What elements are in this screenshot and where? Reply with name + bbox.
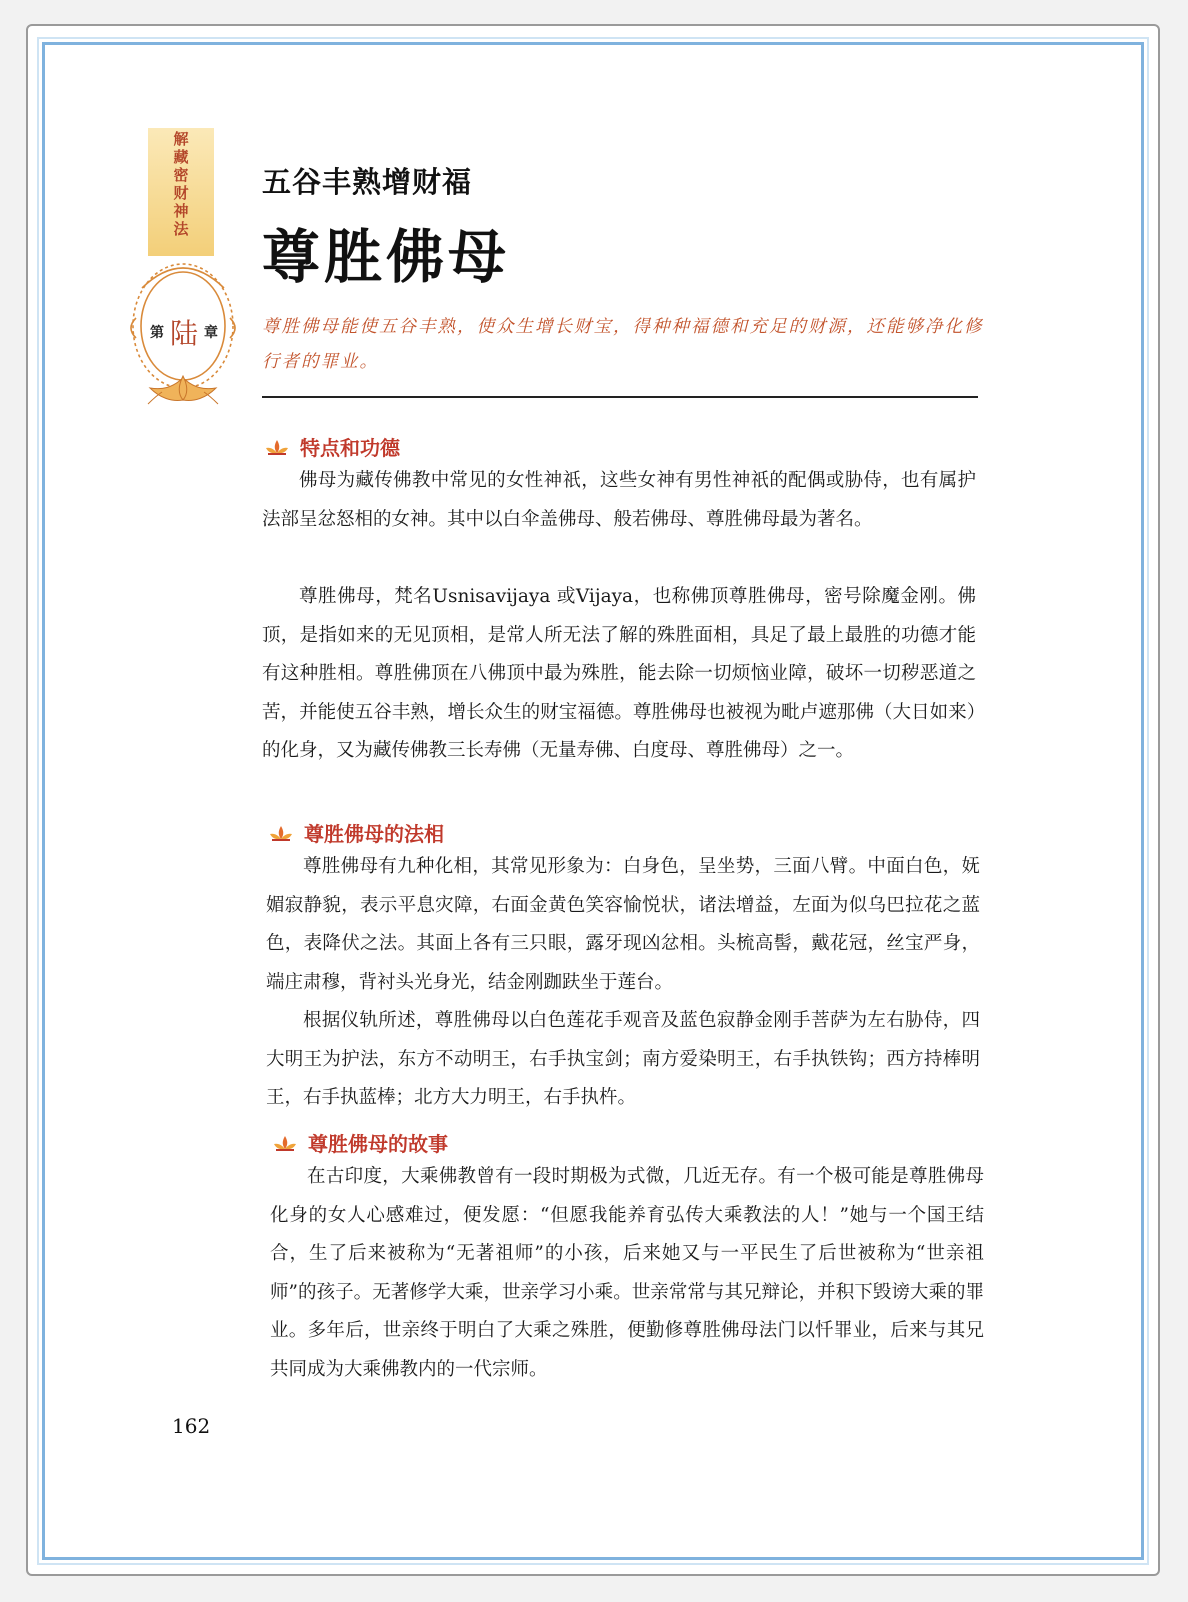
section-heading [264, 432, 400, 461]
paragraph: 尊胜佛母，梵名Usnisavijaya 或Vijaya，也称佛顶尊胜佛母，密号除魔金刚。佛顶，是指如来的无见顶相，是常人所无法了解的殊胜面相，具足了最上最胜的功德才能有这种胜相。尊胜佛顶在八佛顶中最为殊胜，能去除一切烦恼业障，破坏一切秽恶道之苦，并能使五谷丰熟，增长众生的财宝福德。尊胜佛母也被视为毗卢遮那佛（大日如来）的化身，又为藏传佛教三长寿佛（无量寿佛、白度母、尊胜佛母）之一。 [262, 586, 976, 761]
series-char: 财 [173, 184, 189, 202]
series-char: 法 [173, 220, 189, 238]
lotus-bullet-icon [264, 438, 290, 456]
chapter-prefix: 第 [149, 325, 164, 341]
series-char: 神 [173, 202, 189, 220]
page-number: 162 [172, 1414, 211, 1438]
series-char: 解 [173, 130, 189, 148]
chapter-label [148, 312, 220, 352]
section-heading-text: 尊胜佛母的法相 [304, 822, 444, 846]
chapter-number: 陆 [169, 317, 198, 350]
lotus-bullet-icon [268, 824, 294, 842]
lotus-bullet-icon [272, 1134, 298, 1152]
series-char: 藏 [173, 148, 189, 166]
chapter-suffix: 章 [204, 325, 218, 341]
page-subtitle: 五谷丰熟增财福 [262, 165, 473, 199]
paragraph: 在古印度，大乘佛教曾有一段时期极为式微，几近无存。有一个极可能是尊胜佛母化身的女人心感难过，便发愿：“但愿我能养育弘传大乘教法的人！”她与一个国王结合，生了后来被称为“无著祖师”的小孩，后来她又与一平民生了后世被称为“世亲祖师”的孩子。无著修学大乘，世亲学习小乘。世亲常常与其兄辩论，并积下毁谤大乘的罪业。多年后，世亲终于明白了大乘之殊胜，便勤修尊胜佛母法门以忏罪业，后来与其兄共同成为大乘佛教内的一代宗师。 [270, 1166, 984, 1380]
series-tab [148, 128, 214, 256]
section-heading-text: 尊胜佛母的故事 [308, 1132, 448, 1156]
page-title: 尊胜佛母 [262, 223, 511, 291]
paragraph: 尊胜佛母有九种化相，其常见形象为：白身色，呈坐势，三面八臂。中面白色，妩媚寂静貌，表示平息灾障，右面金黄色笑容愉悦状，诸法增益，左面为似乌巴拉花之蓝色，表降伏之法。其面上各有三只眼，露牙现凶忿相。头梳高髻，戴花冠，丝宝严身，端庄肃穆，背衬头光身光，结金刚跏趺坐于莲台。 [266, 856, 980, 993]
paragraph: 根据仪轨所述，尊胜佛母以白色莲花手观音及蓝色寂静金刚手菩萨为左右胁侍，四大明王为护法，东方不动明王，右手执宝剑；南方爱染明王，右手执铁钩；西方持棒明王，右手执蓝棒；北方大力明王，右手执杵。 [266, 1010, 980, 1108]
section-heading [272, 1128, 448, 1157]
intro-text: 尊胜佛母能使五谷丰熟，使众生增长财宝，得种种福德和充足的财源，还能够净化修行者的罪业。 [262, 317, 984, 372]
section-heading [268, 818, 444, 847]
section-heading-text: 特点和功德 [300, 436, 400, 460]
divider [262, 396, 978, 398]
paragraph: 佛母为藏传佛教中常见的女性神祇，这些女神有男性神祇的配偶或胁侍，也有属护法部呈忿怒相的女神。其中以白伞盖佛母、般若佛母、尊胜佛母最为著名。 [262, 470, 976, 530]
series-char: 密 [173, 166, 189, 184]
